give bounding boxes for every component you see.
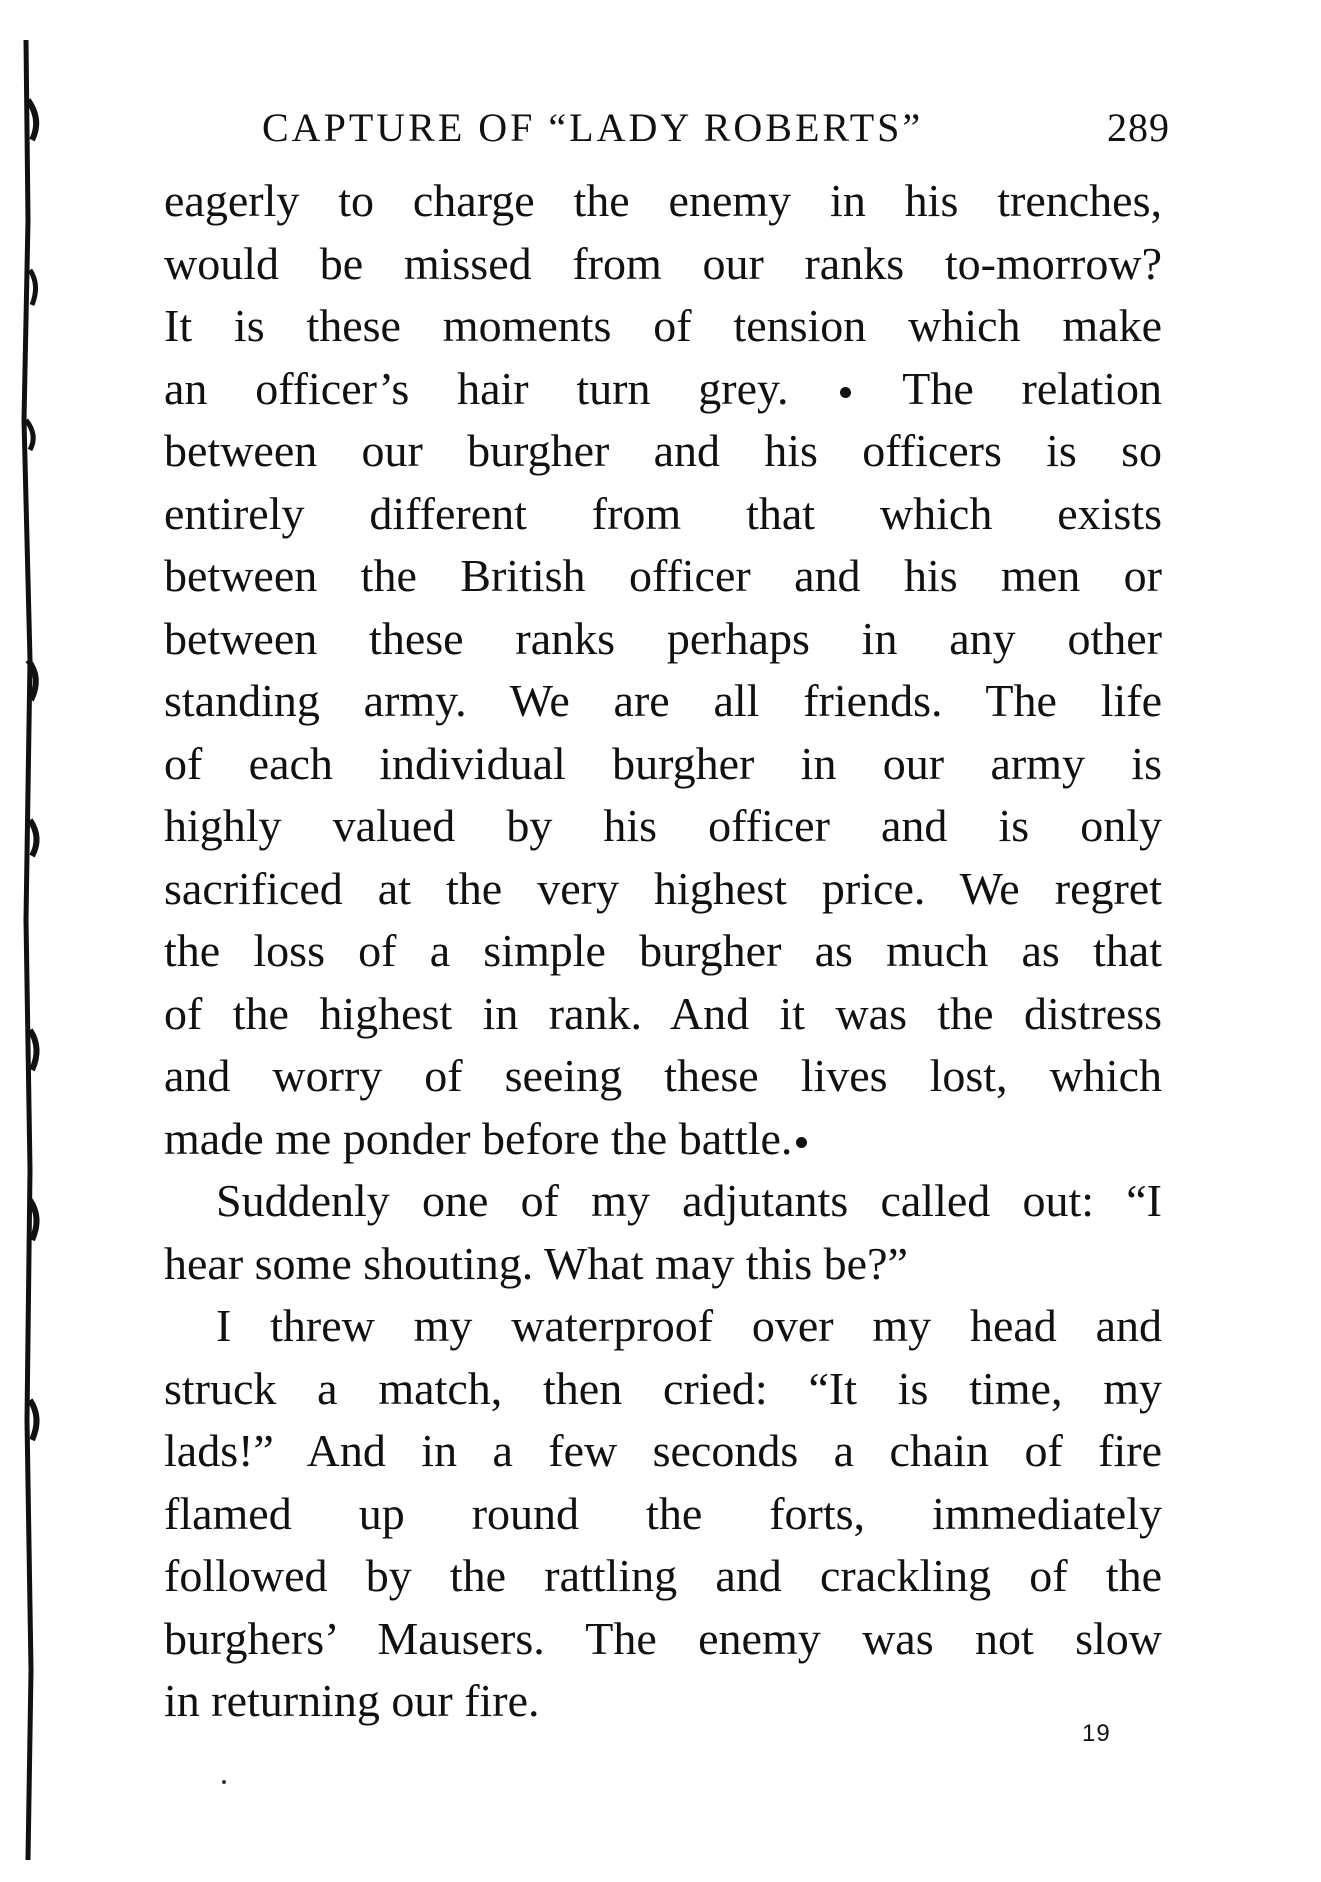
text-line	[164, 1108, 1162, 1171]
text-line: standing army. We are all friends. The life	[164, 675, 1162, 726]
body-text	[164, 170, 1162, 1733]
running-head-title: CAPTURE OF “LADY ROBERTS”	[262, 105, 924, 150]
page-number: 289	[1107, 105, 1170, 150]
bullet-mark-icon	[796, 1137, 807, 1148]
text-line: burghers’ Mausers. The enemy was not slow	[164, 1612, 1162, 1664]
text-line: lads!” And in a few seconds a chain of fire	[164, 1425, 1162, 1476]
text-segment: an officer’s hair turn grey.	[164, 362, 789, 414]
text-line: of the highest in rank. And it was the distress	[164, 987, 1162, 1039]
text-line: hear some shouting. What may this be?”	[164, 1237, 908, 1289]
running-head	[262, 100, 1182, 156]
text-line: sacrificed at the very highest price. We regret	[164, 862, 1162, 914]
signature-mark: 19	[1082, 1720, 1111, 1747]
text-line: It is these moments of tension which make	[164, 300, 1162, 351]
text-line: entirely different from that which exists	[164, 487, 1162, 539]
text-segment: The relation	[902, 362, 1162, 414]
text-line: highly valued by his officer and is only	[164, 800, 1162, 851]
text-line: between the British officer and his men or	[164, 550, 1162, 601]
text-line: between our burgher and his officers is so	[164, 425, 1162, 476]
text-line: of each individual burgher in our army is	[164, 737, 1162, 789]
text-line	[164, 358, 1162, 421]
text-line: would be missed from our ranks to-morrow?	[164, 237, 1162, 289]
text-line: followed by the rattling and crackling of the	[164, 1550, 1162, 1601]
text-line: I threw my waterproof over my head and	[216, 1300, 1162, 1351]
text-line: and worry of seeing these lives lost, which	[164, 1050, 1162, 1101]
text-line: eagerly to charge the enemy in his trenches,	[164, 175, 1162, 226]
text-line: flamed up round the forts, immediately	[164, 1487, 1162, 1539]
text-line: the loss of a simple burgher as much as that	[164, 925, 1162, 976]
text-line: Suddenly one of my adjutants called out: “I	[216, 1175, 1162, 1226]
binding-edge-shadow	[18, 20, 58, 1870]
text-line: between these ranks perhaps in any other	[164, 612, 1162, 664]
text-line: in returning our fire.	[164, 1675, 540, 1726]
text-segment: made me ponder before the battle.	[164, 1112, 793, 1164]
bullet-mark-icon	[840, 387, 851, 398]
text-line: struck a match, then cried: “It is time, my	[164, 1362, 1162, 1414]
speck-mark	[222, 1780, 226, 1784]
